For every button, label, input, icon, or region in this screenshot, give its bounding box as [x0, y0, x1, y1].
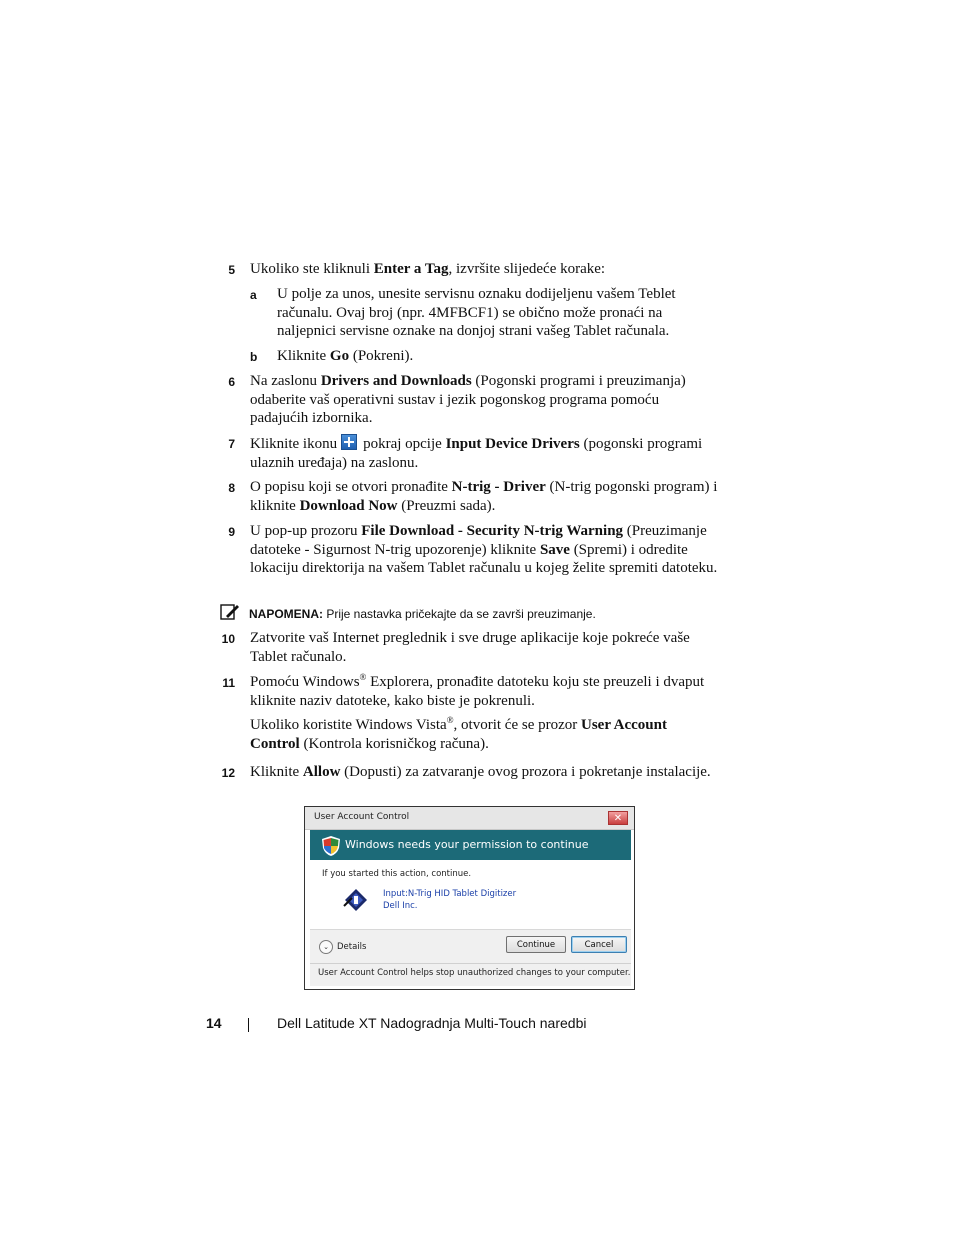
step-text: Zatvorite vaš Internet preglednik i sve druge aplikacije koje pokreće vaše Tablet računalo.	[250, 630, 690, 665]
step-number: 10	[221, 632, 235, 646]
step-text: Na zaslonu Drivers and Downloads (Pogonski programi i preuzimanja) odaberite vaš operativni sustav i jezik pogonskog programa pomoću padajućih izbornika.	[250, 373, 686, 427]
dialog-titlebar	[305, 807, 634, 830]
step-text: Ukoliko ste kliknuli Enter a Tag, izvršite slijedeće korake:	[250, 261, 606, 277]
note: NAPOMENA: Prije nastavka pričekajte da se završi preuzimanje.	[249, 607, 596, 621]
publisher-name: Dell Inc.	[383, 901, 418, 911]
dialog-body	[310, 860, 631, 932]
step-text: U pop-up prozoru File Download - Security N-trig Warning (Preuzimanje datoteke - Sigurnost N-trig upozorenje) kliknite Save (Spremi) i odredite lokaciju direktorija na vašem Tablet računalu u kojeg želite spremiti datoteku.	[250, 523, 718, 577]
step-number: 8	[228, 481, 235, 495]
step-text: Kliknite Allow (Dopusti) za zatvaranje ovog prozora i pokretanje instalacije.	[250, 764, 711, 780]
dialog-header	[310, 830, 631, 860]
substep-letter: a	[250, 288, 257, 302]
dialog-actions	[310, 929, 631, 964]
plus-icon	[341, 434, 357, 450]
dialog-footer	[310, 963, 631, 986]
substep-text: U polje za unos, unesite servisnu oznaku dodijeljenu vašem Teblet računalu. Ovaj broj (npr. 4MFBCF1) se obično može pronaći na naljepnici servisne oznake na donjoj strani vašeg Tablet računala.	[277, 286, 676, 340]
dialog-title: User Account Control	[314, 812, 410, 822]
step-number: 11	[222, 676, 235, 690]
step-text: Pomoću Windows® Explorera, pronađite datoteku koju ste preuzeli i dvaput kliknite naziv datoteke, kako biste je pokrenuli.	[250, 672, 705, 709]
dialog-heading: Windows needs your permission to continue	[345, 838, 589, 851]
details-toggle-label[interactable]: Details	[337, 942, 367, 952]
dialog-footer-text: User Account Control helps stop unauthorized changes to your computer.	[318, 968, 631, 978]
step-number: 6	[228, 375, 235, 389]
substep-text: Kliknite Go (Pokreni).	[277, 348, 414, 364]
program-name: Input:N-Trig HID Tablet Digitizer	[383, 889, 517, 899]
digitizer-app-icon	[343, 886, 369, 912]
step-text: Kliknite ikonu pokraj opcije Input Device Drivers (pogonski programi ulaznih uređaja) na zaslonu.	[250, 436, 703, 471]
uac-dialog	[304, 806, 635, 990]
program-info	[383, 888, 516, 912]
step-text: O popisu koji se otvori pronađite N-trig - Driver (N-trig pogonski program) i kliknite Download Now (Preuzmi sada).	[250, 479, 718, 514]
substep-letter: b	[250, 350, 258, 364]
step-number: 12	[221, 766, 235, 780]
step-number: 9	[228, 525, 235, 539]
step-text: Ukoliko koristite Windows Vista®, otvorit će se prozor User Account Control (Kontrola korisničkog računa).	[250, 715, 667, 752]
started-text: If you started this action, continue.	[322, 869, 472, 879]
note-pencil-icon	[220, 603, 240, 621]
close-button[interactable]: ✕	[608, 811, 628, 825]
step-number: 5	[228, 263, 235, 277]
shield-icon	[321, 835, 341, 857]
chevron-down-icon[interactable]: ⌄	[319, 940, 333, 954]
step-number: 7	[228, 437, 235, 451]
footer-divider	[248, 1018, 249, 1032]
page-number: 14	[206, 1015, 222, 1031]
cancel-button[interactable]: Cancel	[571, 936, 627, 953]
footer-title: Dell Latitude XT Nadogradnja Multi-Touch naredbi	[277, 1015, 587, 1031]
continue-button[interactable]: Continue	[506, 936, 566, 953]
